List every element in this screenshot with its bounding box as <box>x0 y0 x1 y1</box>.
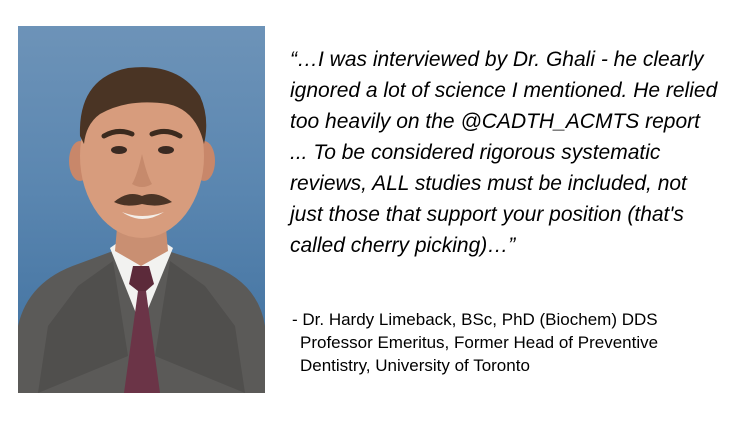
portrait-photo <box>18 26 265 393</box>
attribution <box>292 308 722 377</box>
attribution-title: Professor Emeritus, Former Head of Preventive <box>300 333 659 352</box>
attribution-institution: Dentistry, University of Toronto <box>300 356 530 375</box>
attribution-name-credentials: - Dr. Hardy Limeback, BSc, PhD (Biochem) DDS <box>292 310 658 329</box>
quote-text: “…I was interviewed by Dr. Ghali - he clearly ignored a lot of science I mentioned. He relied too heavily on the @CADTH_ACMTS report ... To be considered rigorous systematic reviews, ALL studies must be included, not just those that support your position (that's called cherry picking)…” <box>290 48 718 257</box>
